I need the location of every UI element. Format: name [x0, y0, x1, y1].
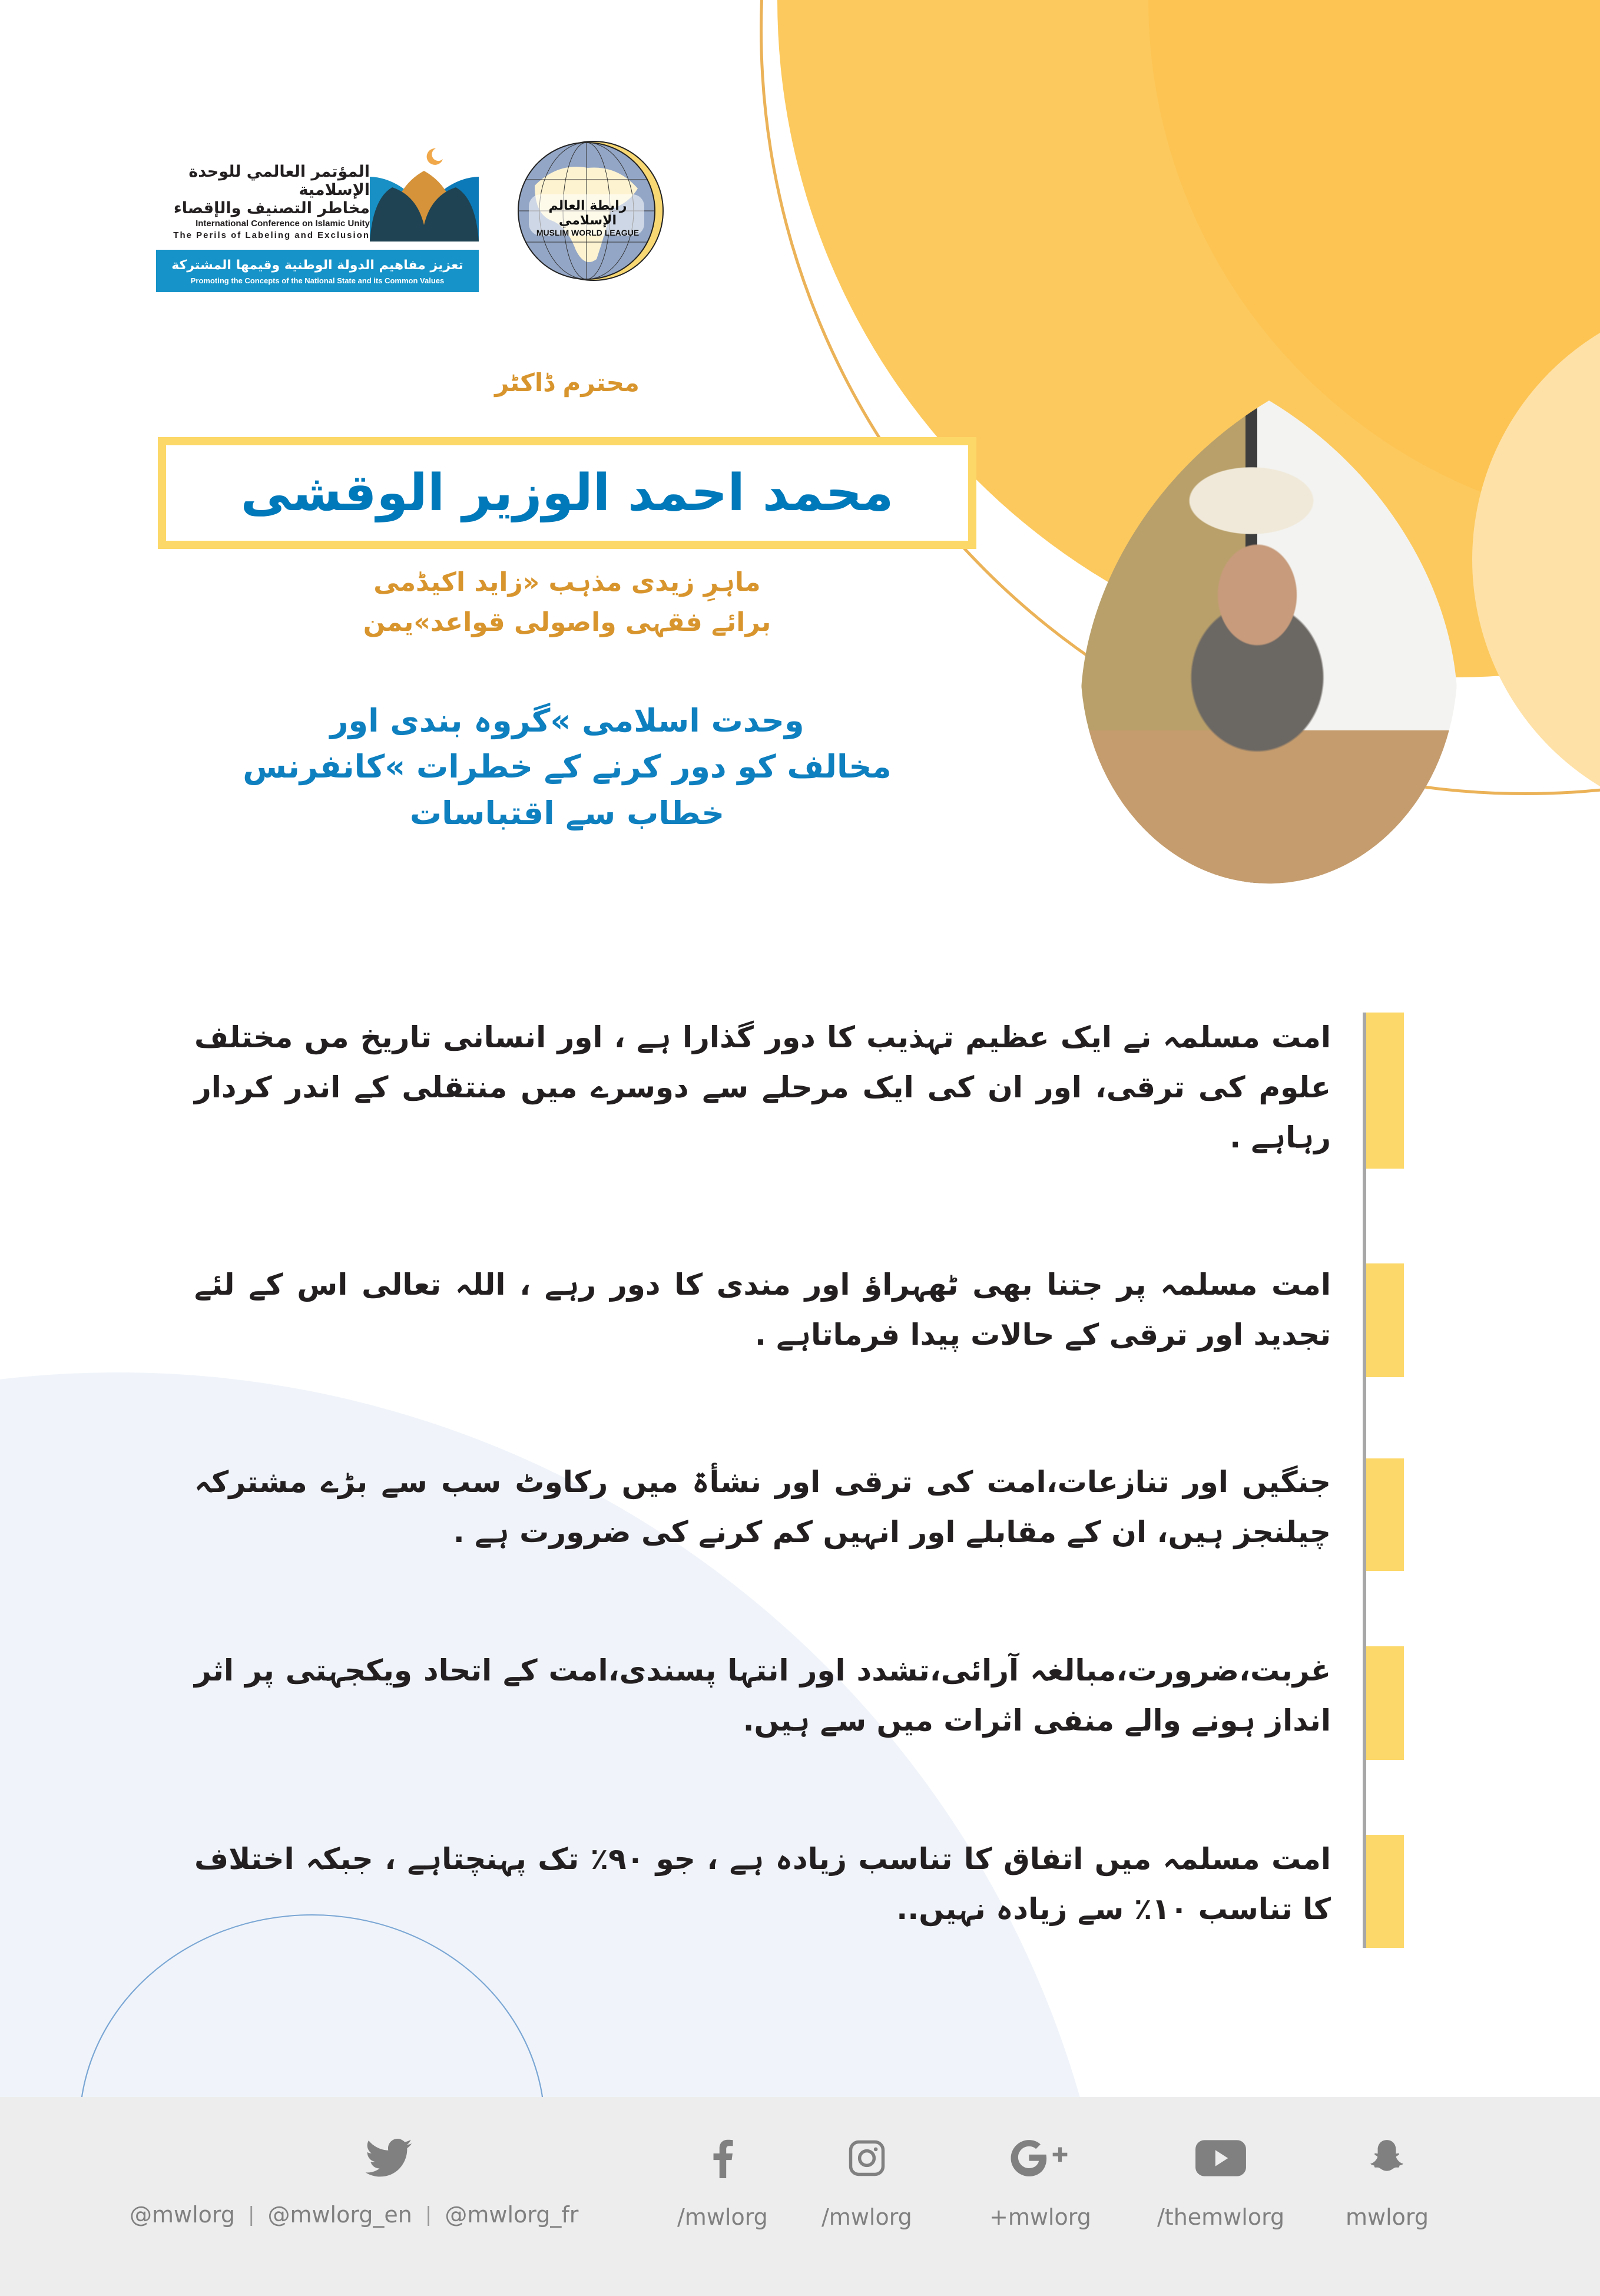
facebook-link[interactable] — [677, 2138, 768, 2230]
google-plus-icon — [1008, 2138, 1072, 2178]
speaker-honorific: محترم ڈاکٹر — [495, 368, 640, 397]
quote-marker-4 — [1366, 1646, 1404, 1760]
conference-title-arabic: المؤتمر العالمي للوحدة الإسلامية — [188, 163, 370, 200]
twitter-handles — [130, 2202, 578, 2228]
conference-title-english: International Conference on Islamic Unity — [196, 218, 370, 229]
social-footer — [0, 2097, 1600, 2296]
speaker-name: محمد احمد الوزیر الوقشی — [240, 464, 894, 522]
instagram-handle: /mwlorg — [821, 2204, 912, 2230]
speaker-title — [158, 563, 976, 643]
conference-subtitle-english: The Perils of Labeling and Exclusion — [173, 230, 370, 240]
youtube-handle: /themwlorg — [1157, 2204, 1285, 2230]
mosque-dome-icon — [370, 143, 479, 241]
event-heading-line-2: مخالف کو دور کرنے کے خطرات »کانفرنس — [243, 748, 892, 786]
google-plus-link[interactable] — [989, 2138, 1091, 2230]
conference-logo — [156, 124, 479, 292]
muslim-world-league-logo — [511, 133, 667, 289]
quote-item: غربت،ضرورت،مبالغہ آرائی،تشدد اور انتہا پسندی،امت کے اتحاد ویکجہتی پر اثر انداز ہونے والے منفی اثرات میں سے ہیں. — [194, 1653, 1331, 1738]
theme-english: Promoting the Concepts of the National State and its Common Values — [190, 276, 445, 285]
instagram-icon — [847, 2138, 886, 2178]
quote-item: امت مسلمہ پر جتنا بھی ٹھہراؤ اور مندی کا دور رہے ، اللہ تعالی اس کے لئے تجدید اور ترقی کے حالات پیدا فرماتاہے . — [194, 1268, 1331, 1352]
twitter-icon — [365, 2138, 412, 2178]
speaker-name-box — [158, 437, 976, 549]
conference-subtitle-arabic: مخاطر التصنيف والإقصاء — [173, 199, 370, 218]
mwl-arabic-name: رابطة العالم الإسلامي — [548, 198, 627, 228]
facebook-icon — [711, 2138, 734, 2178]
event-heading — [158, 698, 976, 836]
separator: | — [247, 2203, 255, 2226]
twitter-handle-main[interactable]: @mwlorg — [130, 2202, 235, 2228]
quote-item: امت مسلمہ نے ایک عظیم تہذیب کا دور گذارا ہے ، اور انسانی تاریخ مں مختلف علوم کی ترقی، اور ان کی ایک مرحلے سے دوسرے میں منتقلی کے اندر کردار رہاہے . — [194, 1020, 1331, 1154]
twitter-handle-fr[interactable]: @mwlorg_fr — [445, 2202, 579, 2228]
event-heading-line-1: وحدت اسلامی »گروہ بندی اور — [330, 702, 804, 739]
quote-marker-1 — [1366, 1013, 1404, 1169]
speaker-title-line-1: ماہرِ زیدی مذہب «زاید اکیڈمی — [373, 567, 761, 597]
quote-item: جنگیں اور تنازعات،امت کی ترقی اور نشأۃ میں رکاوٹ سب سے بڑے مشترکہ چیلنجز ہیں، ان کے مقابلے اور انہیں کم کرنے کی ضرورت ہے . — [194, 1465, 1331, 1549]
quote-item: امت مسلمہ میں اتفاق کا تناسب زیادہ ہے ، جو ٩٠٪ تک پہنچتاہے ، جبکہ اختلاف کا تناسب ١٠٪ سے زیادہ نہیں.. — [194, 1842, 1331, 1926]
google-plus-handle: +mwlorg — [989, 2204, 1091, 2230]
speaker-title-line-2: برائے فقہی واصولی قواعد»یمن — [363, 607, 771, 638]
twitter-handle-en[interactable]: @mwlorg_en — [267, 2202, 412, 2228]
facebook-handle: /mwlorg — [677, 2204, 768, 2230]
conference-theme-band — [156, 250, 479, 292]
theme-arabic: تعزيز مفاهيم الدولة الوطنية وقيمها المشتركة — [171, 258, 463, 273]
snapchat-handle: mwlorg — [1346, 2204, 1429, 2230]
instagram-link[interactable] — [821, 2138, 912, 2230]
event-heading-line-3: خطاب سے اقتباسات — [409, 794, 725, 832]
header-logos — [156, 124, 667, 292]
mwl-english-name: MUSLIM WORLD LEAGUE — [536, 228, 640, 237]
snapchat-icon — [1366, 2138, 1407, 2178]
separator: | — [425, 2203, 432, 2226]
quote-marker-2 — [1366, 1263, 1404, 1377]
snapchat-link[interactable] — [1346, 2138, 1429, 2230]
quote-marker-3 — [1366, 1458, 1404, 1571]
youtube-icon — [1194, 2138, 1248, 2178]
twitter-link[interactable] — [365, 2138, 412, 2178]
quote-marker-5 — [1366, 1835, 1404, 1948]
youtube-link[interactable] — [1157, 2138, 1284, 2230]
